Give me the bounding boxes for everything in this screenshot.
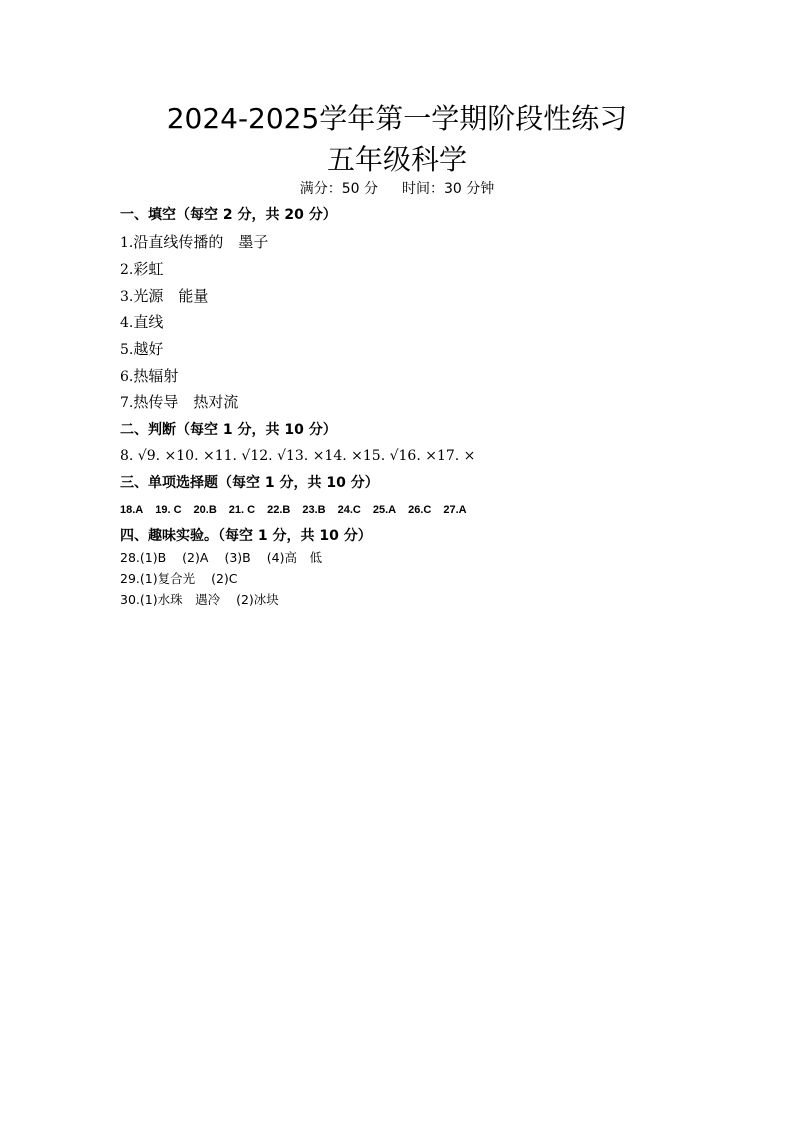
exam-meta [0,180,794,198]
item-number: 7. [120,395,134,411]
answer-item [120,392,238,413]
answer-item [120,286,208,307]
item-number: 3. [120,289,134,305]
answer-item [120,339,163,360]
section-single-choice-heading: 三、单项选择题（每空 1 分，共 10 分） [120,475,379,491]
choice-answer: 27.A [443,504,467,516]
section-judgement-heading: 二、判断（每空 1 分，共 10 分） [120,422,337,438]
document-subtitle: 五年级科学 [326,143,467,176]
item-number: 1. [120,235,134,251]
choice-answer: 26.C [408,504,432,516]
answer-item [120,312,163,333]
item-answer: 彩虹 [133,260,164,278]
experiment-answer-line [120,570,238,587]
section-fill-blank-heading: 一、填空（每空 2 分，共 20 分） [120,207,337,223]
single-choice-answers [120,502,479,518]
sub-answer: 29.(1)复合光 [120,571,196,586]
choice-answer: 21. C [228,504,256,516]
answer-item [120,232,268,253]
item-number: 5. [120,342,134,358]
sub-answer: 28.(1)B [120,550,167,565]
item-answer: 光源 能量 [133,287,209,305]
choice-answer: 22.B [267,504,291,516]
sub-answer: (2)C [211,571,238,586]
experiment-answer-line [120,549,322,566]
judgement-answers: 8. √9. ×10. ×11. √12. √13. ×14. ×15. √16. ×17. × [120,448,476,464]
item-number: 6. [120,369,134,385]
item-answer: 直线 [133,313,164,331]
document-title: 2024-2025学年第一学期阶段性练习 [166,102,628,135]
exam-time: 时间：30 分钟 [402,181,495,197]
full-score: 满分：50 分 [299,181,378,197]
item-answer: 越好 [133,340,164,358]
choice-answer: 19. C [155,504,182,516]
choice-answer: 23.B [302,504,326,516]
sub-answer: 30.(1)水珠 遇冷 [120,592,221,607]
item-number: 4. [120,315,134,331]
choice-answer: 18.A [120,504,144,516]
item-answer: 热辐射 [133,367,179,385]
item-answer: 热传导 热对流 [133,393,239,411]
section-experiment-heading: 四、趣味实验。（每空 1 分，共 10 分） [120,528,372,544]
sub-answer: (2)A [182,550,209,565]
choice-answer: 20.B [193,504,217,516]
sub-answer: (2)冰块 [236,592,279,607]
sub-answer: (4)高 低 [266,550,322,565]
item-answer: 沿直线传播的 墨子 [133,233,269,251]
choice-answer: 24.C [337,504,361,516]
choice-answer: 25.A [372,504,397,516]
experiment-answer-line [120,591,279,608]
answer-item [120,259,163,280]
answer-item [120,366,178,387]
sub-answer: (3)B [224,550,251,565]
item-number: 2. [120,262,134,278]
